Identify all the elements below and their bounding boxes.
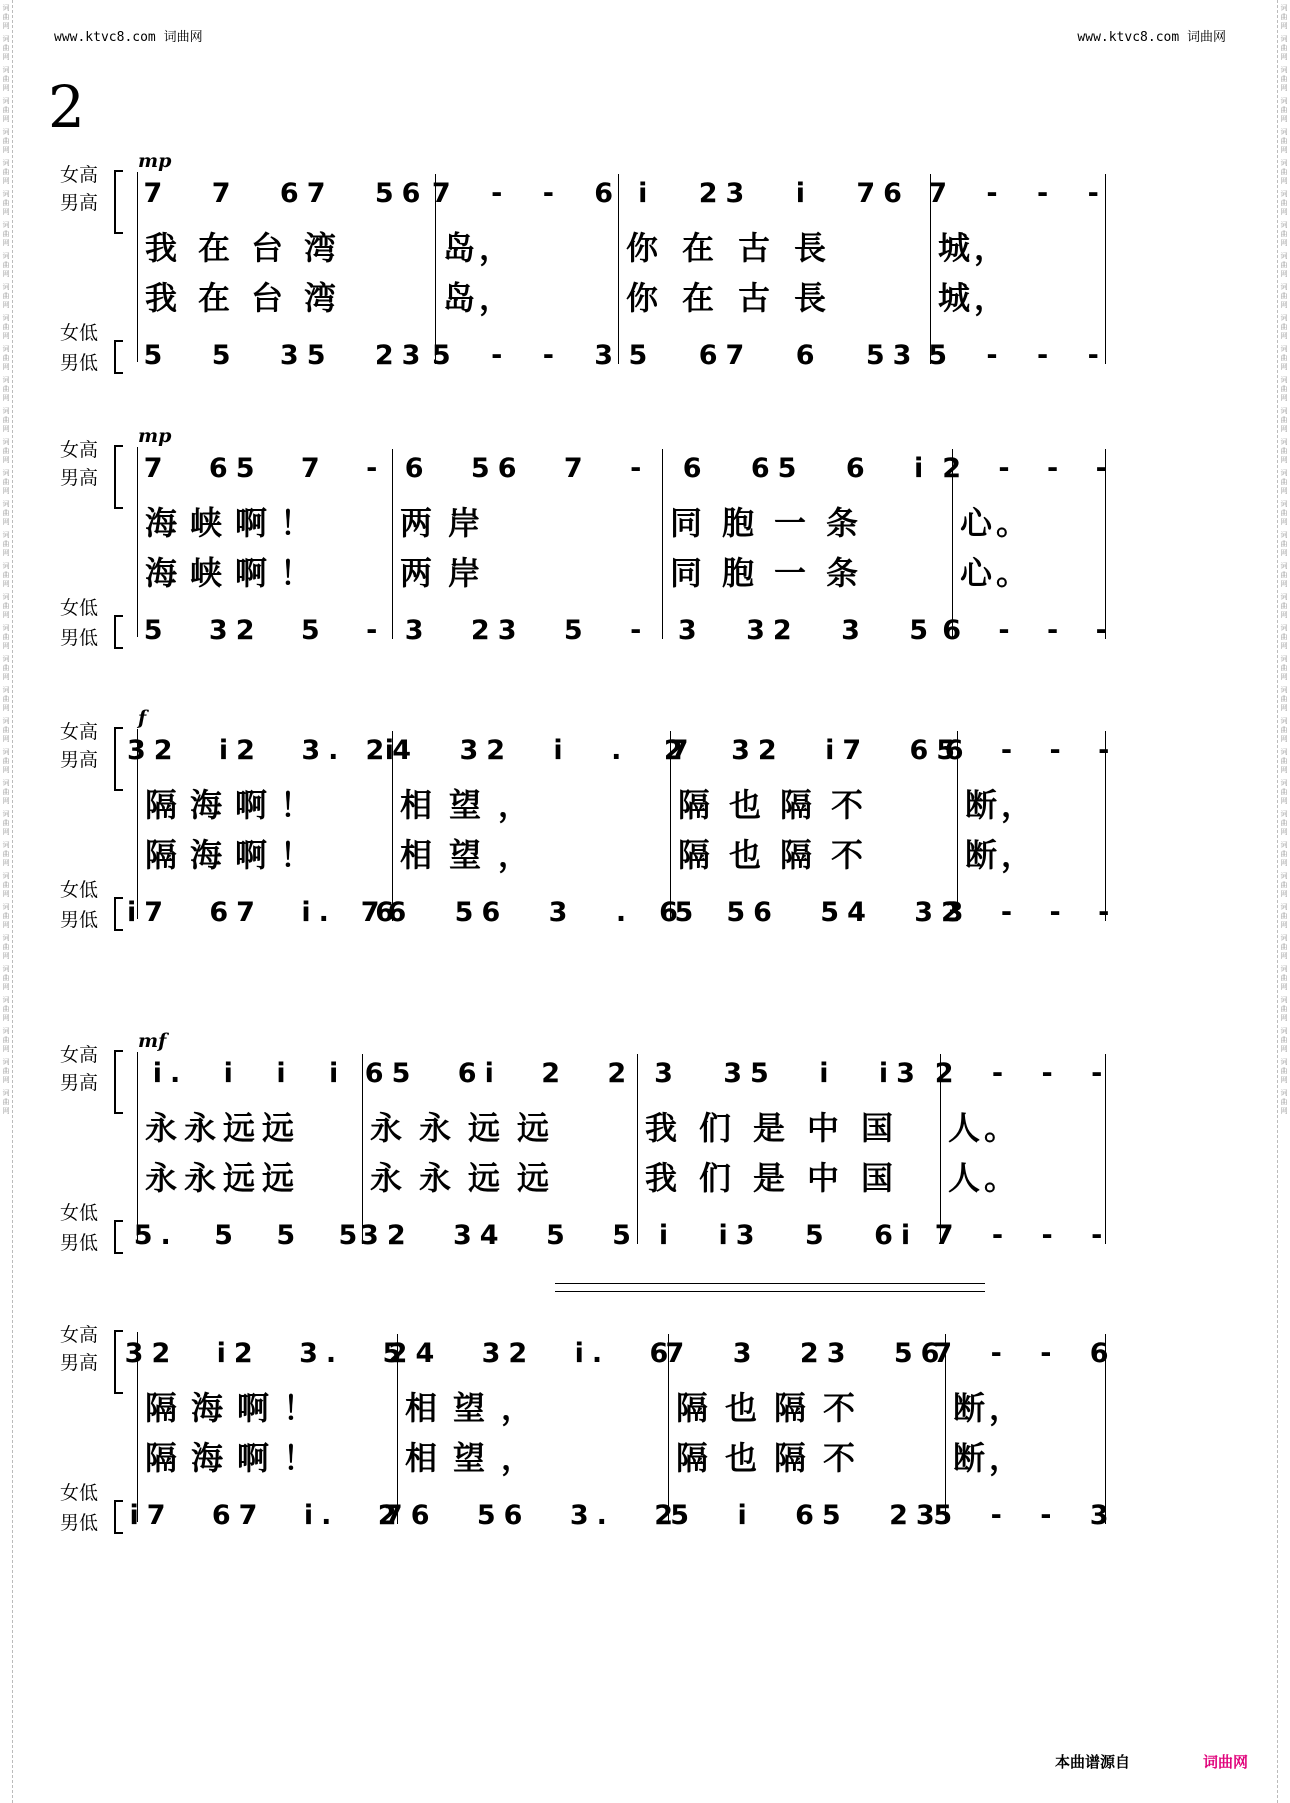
notes: 32 i2 3. 5 xyxy=(124,1338,410,1369)
part-label: 男低 xyxy=(60,1512,99,1534)
stamp-text: 词曲网 xyxy=(1280,376,1288,402)
notes: 5 - - 3 xyxy=(933,1500,1117,1531)
lyric: 隔也隔不 xyxy=(676,1439,873,1477)
stamp-text: 词曲网 xyxy=(1280,500,1288,526)
notes: 5 i 65 23 xyxy=(670,1500,943,1531)
system xyxy=(0,707,1290,957)
notes: 5. 5 5 5 xyxy=(133,1220,366,1251)
stamp-text: 词曲网 xyxy=(1280,35,1288,61)
system-barline xyxy=(137,172,138,362)
stamp-text: 词曲网 xyxy=(1280,562,1288,588)
lyric: 岛， xyxy=(443,279,516,317)
notes: 7 65 7 - xyxy=(143,453,386,484)
stamp-text: 词曲网 xyxy=(1280,438,1288,464)
lyric: 隔也隔不 xyxy=(678,836,883,874)
lyric: 海峡啊！ xyxy=(145,504,326,542)
lyric: 我在台湾 xyxy=(145,279,358,317)
footer-brand: 词曲网 xyxy=(1203,1753,1249,1771)
stamp-text: 词曲网 xyxy=(1280,717,1288,743)
notes: i i3 5 6i xyxy=(658,1220,919,1251)
notes: i7 67 i. 6 xyxy=(126,897,403,928)
part-label: 女高 xyxy=(60,721,99,743)
barline xyxy=(637,1054,638,1244)
part-label: 女高 xyxy=(60,164,99,186)
lyric: 隔也隔不 xyxy=(678,786,883,824)
lyric: 海峡啊！ xyxy=(145,554,326,592)
notes: 76 56 3 . 5 xyxy=(360,897,702,928)
lyric: 相望， xyxy=(405,1439,550,1477)
stamp-text: 词曲网 xyxy=(1280,624,1288,650)
header-right: www.ktvc8.com 词曲网 xyxy=(1077,30,1226,45)
lyric: 城， xyxy=(938,279,1011,317)
stamp-text: 词曲网 xyxy=(2,593,10,619)
lyric: 心。 xyxy=(960,554,1033,592)
lyric: 你在古長 xyxy=(626,229,851,267)
lyric: 我们是中国 xyxy=(645,1159,916,1197)
stamp-text: 词曲网 xyxy=(2,438,10,464)
lyric: 你在古長 xyxy=(626,279,851,317)
lyric: 相望， xyxy=(405,1389,550,1427)
stamp-text: 词曲网 xyxy=(2,996,10,1022)
dynamic-mark: mp xyxy=(138,150,172,172)
notes: 3 35 i i3 xyxy=(654,1058,923,1089)
stamp-text: 词曲网 xyxy=(1280,1089,1288,1115)
stamp-text: 词曲网 xyxy=(1280,593,1288,619)
stamp-text: 词曲网 xyxy=(1280,996,1288,1022)
lyric: 同胞一条 xyxy=(670,554,879,592)
notes: 7 - - 6 xyxy=(933,1338,1117,1369)
stamp-text: 词曲网 xyxy=(2,97,10,123)
brace xyxy=(114,1330,123,1394)
stamp-text: 词曲网 xyxy=(1280,748,1288,774)
lyric: 隔海啊！ xyxy=(145,786,326,824)
stamp-text: 词曲网 xyxy=(2,159,10,185)
notes: 6 - - - xyxy=(944,735,1118,766)
stamp-text: 词曲网 xyxy=(2,190,10,216)
brace xyxy=(114,1050,123,1114)
stamp-text: 词曲网 xyxy=(1280,283,1288,309)
notes: i 23 i 76 xyxy=(638,178,910,209)
stamp-text: 词曲网 xyxy=(2,686,10,712)
lyric: 断， xyxy=(965,786,1038,824)
stamp-text: 词曲网 xyxy=(1280,810,1288,836)
lyric: 城， xyxy=(938,229,1011,267)
lyric: 岛， xyxy=(443,229,516,267)
stamp-text: 词曲网 xyxy=(1280,965,1288,991)
barline xyxy=(662,449,663,639)
stamp-text: 词曲网 xyxy=(1280,934,1288,960)
part-label: 女低 xyxy=(60,322,99,344)
notes: 2 32 i7 65 xyxy=(663,735,964,766)
stamp-text: 词曲网 xyxy=(2,748,10,774)
stamp-text: 词曲网 xyxy=(2,35,10,61)
part-label: 男高 xyxy=(60,749,99,771)
stamp-text: 词曲网 xyxy=(2,252,10,278)
notes: 3 23 5 - xyxy=(404,615,650,646)
stamp-text: 词曲网 xyxy=(2,407,10,433)
stamp-text: 词曲网 xyxy=(1280,1027,1288,1053)
notes: 2 - - - xyxy=(942,453,1115,484)
footer-source: 本曲谱源自 xyxy=(1055,1753,1131,1771)
part-label: 女低 xyxy=(60,1202,99,1224)
part-label: 男低 xyxy=(60,352,99,374)
stamp-text: 词曲网 xyxy=(1280,1058,1288,1084)
dynamic-mark: f xyxy=(138,707,147,729)
notes: 3 32 3 5 xyxy=(677,615,937,646)
lyric: 断， xyxy=(965,836,1038,874)
stamp-text: 词曲网 xyxy=(2,841,10,867)
lyric: 隔也隔不 xyxy=(676,1389,873,1427)
stamp-text: 词曲网 xyxy=(1280,66,1288,92)
stamp-text: 词曲网 xyxy=(2,128,10,154)
underline-mark xyxy=(555,1283,985,1284)
stamp-text: 词曲网 xyxy=(1280,655,1288,681)
stamp-text: 词曲网 xyxy=(1280,4,1288,30)
part-label: 女低 xyxy=(60,879,99,901)
stamp-text: 词曲网 xyxy=(2,500,10,526)
brace xyxy=(114,170,123,234)
stamp-text: 词曲网 xyxy=(2,903,10,929)
brace xyxy=(114,1500,123,1534)
stamp-text: 词曲网 xyxy=(2,624,10,650)
part-label: 男高 xyxy=(60,192,99,214)
stamp-text: 词曲网 xyxy=(2,469,10,495)
brace xyxy=(114,1220,123,1254)
notes: i. i i i xyxy=(152,1058,347,1089)
notes: 7 - - - xyxy=(934,1220,1111,1251)
notes: 24 32 i . 7 xyxy=(365,735,697,766)
lyric: 人。 xyxy=(948,1109,1021,1147)
lyric: 隔海啊！ xyxy=(145,836,326,874)
notes: 5 - - - xyxy=(928,340,1107,371)
system xyxy=(0,425,1290,675)
stamp-text: 词曲网 xyxy=(1280,469,1288,495)
notes: 65 6i 2 2 xyxy=(364,1058,635,1089)
brace xyxy=(114,727,123,791)
lyric: 永永远远 xyxy=(145,1109,302,1147)
lyric: 我在台湾 xyxy=(145,229,358,267)
notes: 5 32 5 - xyxy=(143,615,386,646)
stamp-text: 词曲网 xyxy=(1280,128,1288,154)
stamp-text: 词曲网 xyxy=(1280,345,1288,371)
notes: 7 7 67 56 xyxy=(143,178,429,209)
notes: 6 - - - xyxy=(942,615,1115,646)
lyric: 心。 xyxy=(960,504,1033,542)
stamp-text: 词曲网 xyxy=(1280,686,1288,712)
notes: 7 - - 6 xyxy=(431,178,622,209)
system xyxy=(0,1320,1290,1560)
stamp-text: 词曲网 xyxy=(1280,407,1288,433)
brace xyxy=(114,615,123,649)
stamp-text: 词曲网 xyxy=(2,1089,10,1115)
stamp-text: 词曲网 xyxy=(1280,97,1288,123)
stamp-text: 词曲网 xyxy=(2,345,10,371)
system-barline xyxy=(137,447,138,637)
stamp-text: 词曲网 xyxy=(1280,159,1288,185)
stamp-text: 词曲网 xyxy=(2,66,10,92)
page-number: 2 xyxy=(48,73,85,141)
part-label: 女低 xyxy=(60,597,99,619)
lyric: 断， xyxy=(953,1439,1026,1477)
notes: 7 - - - xyxy=(928,178,1107,209)
notes: 5 5 35 23 xyxy=(143,340,429,371)
part-label: 男低 xyxy=(60,627,99,649)
stamp-text: 词曲网 xyxy=(1280,779,1288,805)
lyric: 两岸 xyxy=(400,504,497,542)
stamp-text: 词曲网 xyxy=(2,1058,10,1084)
part-label: 男高 xyxy=(60,467,99,489)
notes: 5 67 6 53 xyxy=(628,340,920,371)
stamp-text: 词曲网 xyxy=(2,1027,10,1053)
lyric: 相望， xyxy=(400,786,548,824)
stamp-text: 词曲网 xyxy=(2,221,10,247)
stamp-text: 词曲网 xyxy=(2,872,10,898)
part-label: 男高 xyxy=(60,1352,99,1374)
stamp-text: 词曲网 xyxy=(2,655,10,681)
lyric: 我们是中国 xyxy=(645,1109,916,1147)
stamp-text: 词曲网 xyxy=(2,934,10,960)
lyric: 同胞一条 xyxy=(670,504,879,542)
lyric: 永永远远 xyxy=(145,1159,302,1197)
barline xyxy=(362,1054,363,1244)
stamp-text: 词曲网 xyxy=(2,531,10,557)
stamp-text: 词曲网 xyxy=(1280,841,1288,867)
barline xyxy=(392,449,393,639)
part-label: 女高 xyxy=(60,1044,99,1066)
dynamic-mark: mp xyxy=(138,425,172,447)
stamp-text: 词曲网 xyxy=(2,376,10,402)
part-label: 女高 xyxy=(60,439,99,461)
brace xyxy=(114,340,123,374)
underline-mark xyxy=(555,1291,985,1292)
part-label: 男低 xyxy=(60,1232,99,1254)
notes: 6 65 6 i xyxy=(682,453,932,484)
system-barline xyxy=(137,1052,138,1242)
notes: 2 - - - xyxy=(934,1058,1111,1089)
stamp-text: 词曲网 xyxy=(2,717,10,743)
stamp-text: 词曲网 xyxy=(2,314,10,340)
lyric: 相望， xyxy=(400,836,548,874)
stamp-text: 词曲网 xyxy=(2,965,10,991)
lyric: 隔海啊！ xyxy=(145,1439,330,1477)
part-label: 女低 xyxy=(60,1482,99,1504)
brace xyxy=(114,897,123,931)
notes: 76 56 3. 2 xyxy=(383,1500,682,1531)
notes: 32 i2 3. i xyxy=(126,735,403,766)
notes: 24 32 i. 6 xyxy=(388,1338,677,1369)
notes: 32 34 5 5 xyxy=(360,1220,639,1251)
brace xyxy=(114,445,123,509)
stamp-text: 词曲网 xyxy=(1280,903,1288,929)
part-label: 男低 xyxy=(60,909,99,931)
stamp-text: 词曲网 xyxy=(1280,190,1288,216)
lyric: 永永远远 xyxy=(370,1109,567,1147)
dynamic-mark: mf xyxy=(138,1030,167,1052)
lyric: 断， xyxy=(953,1389,1026,1427)
stamp-text: 词曲网 xyxy=(2,4,10,30)
system xyxy=(0,150,1290,400)
stamp-text: 词曲网 xyxy=(1280,252,1288,278)
stamp-text: 词曲网 xyxy=(1280,221,1288,247)
notes: 6 56 54 32 xyxy=(659,897,968,928)
notes: 3 - - - xyxy=(944,897,1118,928)
stamp-text: 词曲网 xyxy=(2,562,10,588)
part-label: 女高 xyxy=(60,1324,99,1346)
part-label: 男高 xyxy=(60,1072,99,1094)
lyric: 人。 xyxy=(948,1159,1021,1197)
notes: i7 67 i. 2 xyxy=(129,1500,405,1531)
system xyxy=(0,1030,1290,1280)
stamp-text: 词曲网 xyxy=(1280,314,1288,340)
lyric: 隔海啊！ xyxy=(145,1389,330,1427)
stamp-text: 词曲网 xyxy=(2,810,10,836)
stamp-text: 词曲网 xyxy=(2,283,10,309)
lyric: 两岸 xyxy=(400,554,497,592)
stamp-text: 词曲网 xyxy=(1280,531,1288,557)
notes: 6 56 7 - xyxy=(404,453,650,484)
notes: 7 3 23 56 xyxy=(665,1338,948,1369)
header-left: www.ktvc8.com 词曲网 xyxy=(54,30,203,45)
stamp-text: 词曲网 xyxy=(2,779,10,805)
lyric: 永永远远 xyxy=(370,1159,567,1197)
notes: 5 - - 3 xyxy=(431,340,622,371)
stamp-text: 词曲网 xyxy=(1280,872,1288,898)
